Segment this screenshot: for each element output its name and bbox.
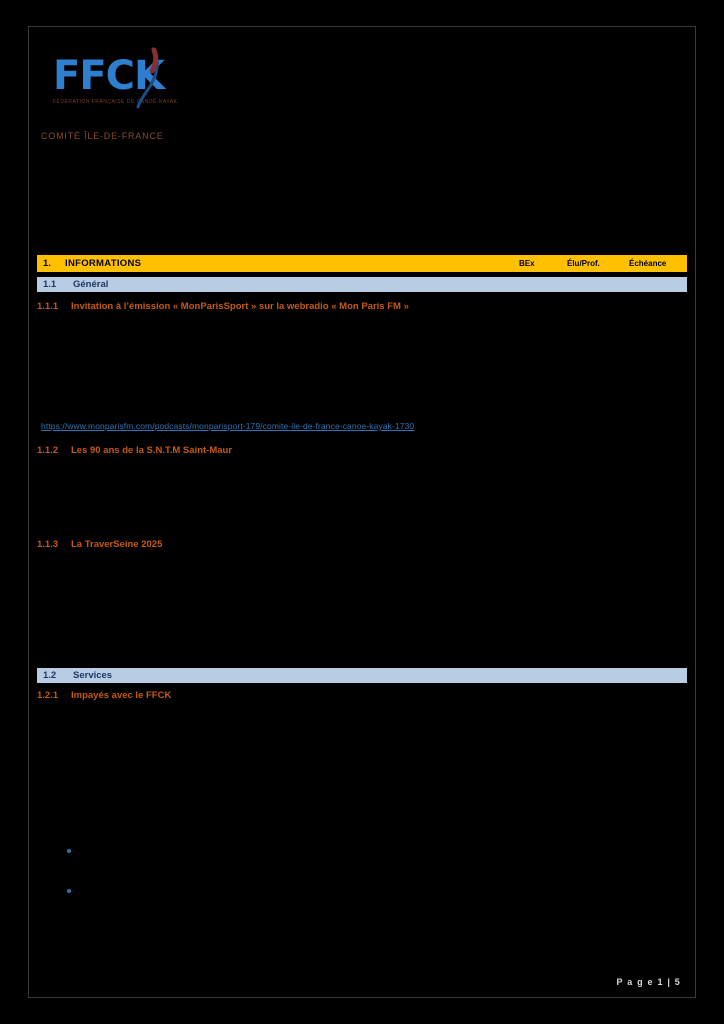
podcast-link[interactable]: https://www.monparisfm.com/podcasts/monparisport-179/comite-ile-de-france-canoe-kayak-1730 [41, 421, 415, 431]
logo-brand-tagline: FÉDÉRATION FRANÇAISE DE CANOË-KAYAK [53, 99, 178, 105]
item-heading-1-1-1 [37, 301, 687, 312]
section-heading-informations [37, 255, 687, 272]
subsection-number: 1.1 [43, 279, 57, 290]
logo-caption: COMITÉ ÎLE-DE-FRANCE [41, 131, 164, 141]
item-number: 1.1.1 [37, 301, 59, 312]
subsection-heading-general [37, 277, 687, 292]
subsection-title: Services [73, 670, 113, 681]
list-item-bullet [67, 889, 71, 893]
column-header-bex: BEx [519, 259, 535, 268]
item-title: La TraverSeine 2025 [71, 539, 163, 550]
page-footer: P a g e 1 | 5 [616, 977, 681, 987]
subsection-number: 1.2 [43, 670, 57, 681]
logo-brand-text: FFCK [53, 53, 164, 99]
subsection-title: Général [73, 279, 109, 290]
logo-block [41, 41, 341, 151]
item-title: Impayés avec le FFCK [71, 690, 172, 701]
section-number: 1. [43, 258, 51, 269]
column-header-elu-prof: Élu/Prof. [567, 259, 600, 268]
item-title: Les 90 ans de la S.N.T.M Saint-Maur [71, 445, 233, 456]
ffck-logo [41, 41, 178, 113]
item-heading-1-1-2 [37, 445, 687, 456]
item-number: 1.1.3 [37, 539, 59, 550]
section-title: INFORMATIONS [65, 258, 142, 269]
list-item-bullet [67, 849, 71, 853]
subsection-heading-services [37, 668, 687, 683]
column-header-echeance: Échéance [629, 259, 667, 268]
item-heading-1-1-3 [37, 539, 687, 550]
document-page [28, 26, 696, 998]
paddle-icon [133, 47, 163, 109]
item-heading-1-2-1 [37, 690, 687, 701]
item-number: 1.1.2 [37, 445, 59, 456]
item-number: 1.2.1 [37, 690, 59, 701]
item-title: Invitation à l’émission « MonParisSport » sur la webradio « Mon Paris FM » [71, 301, 409, 312]
